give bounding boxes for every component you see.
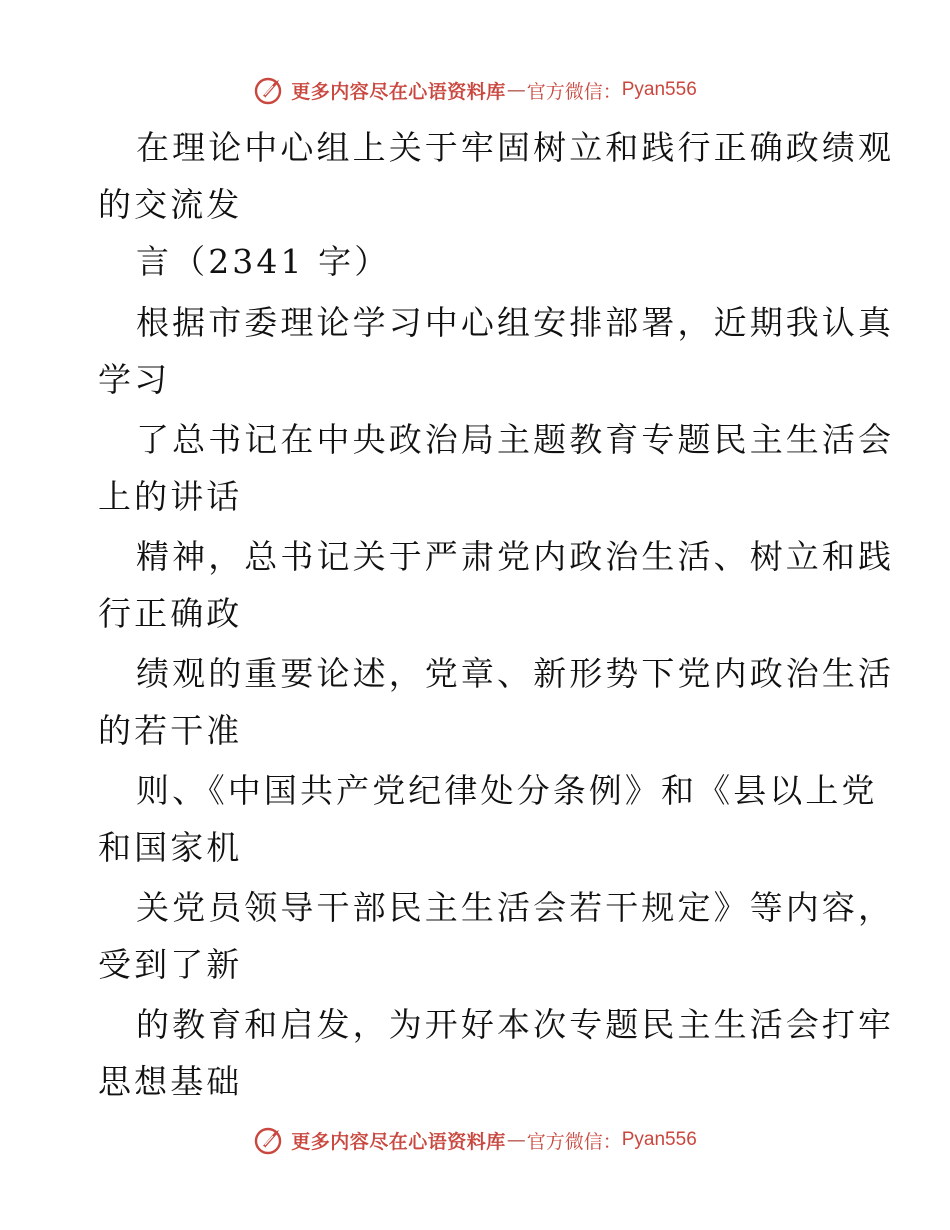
- paragraph-line: 根据市委理论学习中心组安排部署，近期我认真: [136, 303, 895, 342]
- watermark-dash: —: [506, 1129, 526, 1151]
- paragraph-line: 绩观的重要论述，党章、新形势下党内政治生活: [136, 654, 895, 693]
- quill-pen-icon: [253, 1124, 285, 1156]
- title-line: 在理论中心组上关于牢固树立和践行正确政绩观: [136, 128, 895, 167]
- paragraph-line: 学习: [98, 360, 171, 399]
- paragraph-line: 精神，总书记关于严肃党内政治生活、树立和践: [136, 537, 895, 576]
- title-line: 的交流发: [98, 185, 243, 224]
- watermark-wechat-id: Pyan556: [621, 79, 697, 100]
- watermark-banner-bottom: [0, 1120, 950, 1160]
- paragraph-line: 上的讲话: [98, 477, 243, 516]
- paragraph-line: 关党员领导干部民主生活会若干规定》等内容，: [136, 888, 895, 927]
- watermark-wechat-id: Pyan556: [621, 1129, 697, 1150]
- paragraph-line: 了总书记在中央政治局主题教育专题民主生活会: [136, 420, 895, 459]
- paragraph-line: 的若干准: [98, 711, 243, 750]
- paragraph-line: 思想基础: [98, 1062, 243, 1101]
- paragraph-line: 则、《中国共产党纪律处分条例》和《县以上党: [136, 771, 878, 810]
- watermark-site-text: 更多内容尽在心语资料库: [291, 80, 506, 103]
- watermark-site-text: 更多内容尽在心语资料库: [291, 1130, 506, 1153]
- watermark-dash: —: [506, 79, 526, 101]
- paragraph-line: 和国家机: [98, 828, 243, 867]
- paragraph-line: 行正确政: [98, 594, 243, 633]
- watermark-wechat-label: 官方微信：: [526, 80, 622, 103]
- watermark-wechat-label: 官方微信：: [526, 1130, 622, 1153]
- paragraph-line: 的教育和启发，为开好本次专题民主生活会打牢: [136, 1005, 895, 1044]
- paragraph-line: 受到了新: [98, 945, 243, 984]
- title-line: 言（2341 字）: [136, 242, 391, 281]
